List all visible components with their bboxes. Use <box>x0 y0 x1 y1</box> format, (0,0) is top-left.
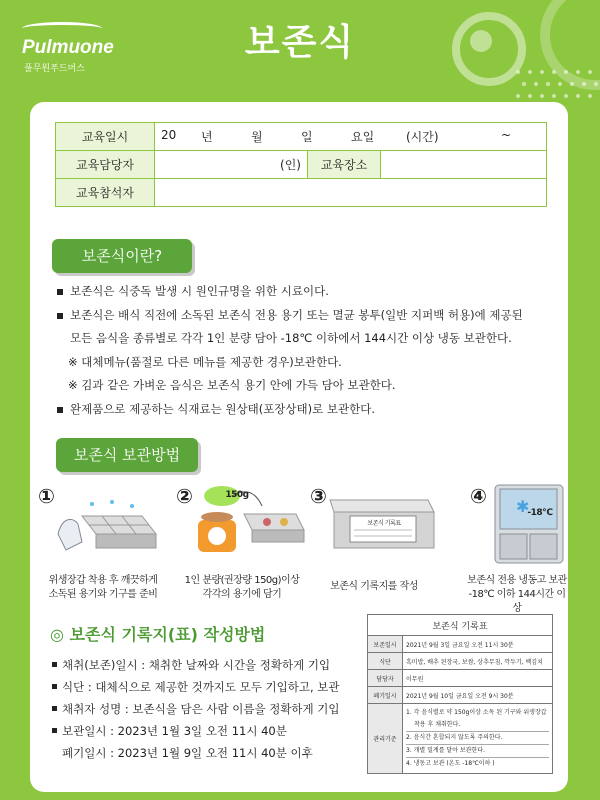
step-number: ③ <box>310 484 327 508</box>
form-row-value: 흑미밥, 배추 된장국, 보쌈, 상추무침, 깍두기, 백김치 <box>403 653 553 670</box>
criteria-item: 3. 개별 밀계를 달아 보관한다. <box>406 745 549 758</box>
form-row-value: 2021년 9월 3일 금요일 오전 11시 30분 <box>403 636 553 653</box>
list-item: 완제품으로 제공하는 식재료는 원상태(포장상태)로 보관한다. <box>56 398 556 422</box>
step-caption: 보존식 기록지를 작성 <box>330 581 418 592</box>
place-label: 교육장소 <box>308 151 381 179</box>
manager-label: 교육담당자 <box>56 151 155 179</box>
criteria-item: 착용 후 채취한다. <box>406 719 549 732</box>
storage-steps <box>38 484 567 614</box>
list-item: 보존식은 배식 직전에 소독된 보존식 전용 용기 또는 멸균 봉투(일반 지퍼백 허용)에 제공된 <box>56 304 556 328</box>
date-part: (시간) <box>406 130 439 144</box>
criteria-item: 1. 각 음식별로 약 150g이상 소독 된 기구와 위생장갑 <box>406 709 547 716</box>
list-item: 식단 : 대체식으로 제공한 것까지도 모두 기입하고, 보관 <box>52 676 367 698</box>
step-caption: -18℃ 이하 144시간 이상 <box>468 589 566 614</box>
date-part: 년 <box>201 130 213 144</box>
date-part: ~ <box>501 128 512 142</box>
note-item: ※ 대체메뉴(품절로 다른 메뉴를 제공한 경우)보관한다. <box>68 354 342 369</box>
form-title: 보존식 기록표 <box>368 615 553 636</box>
list-item: 보존식은 식중독 발생 시 원인규명을 위한 시료이다. <box>56 280 556 304</box>
date-part: 월 <box>251 130 263 144</box>
record-guide-heading: ◎ 보존식 기록지(표) 작성방법 <box>50 625 266 644</box>
date-label: 교육일시 <box>56 123 155 151</box>
sample-record-form <box>367 614 553 774</box>
step-number: ② <box>176 484 193 508</box>
step-caption: 보존식 전용 냉동고 보관 <box>467 575 567 586</box>
form-row-value: 2021년 9월 10일 금요일 오전 9시 30분 <box>403 687 553 704</box>
svg-text:✱: ✱ <box>516 497 530 516</box>
date-field[interactable] <box>155 123 547 151</box>
list-item: 채취자 성명 : 보존식을 담은 사람 이름을 정확하게 기입 <box>52 698 367 720</box>
note-item: ※ 김과 같은 가벼운 음식은 보존식 용기 안에 가득 담아 보관한다. <box>68 378 396 392</box>
step-number: ④ <box>470 484 487 508</box>
section-heading-what: 보존식이란? <box>52 239 192 273</box>
date-part: 20 <box>161 128 177 142</box>
temperature-badge: -18℃ <box>527 508 553 518</box>
page-title: 보존식 <box>244 22 356 63</box>
attendees-field[interactable] <box>155 179 547 207</box>
list-item: 채취(보존)일시 : 채취한 날짜와 시간을 정확하게 기입 <box>52 654 367 676</box>
brand-sub: 풀무원푸드머스 <box>24 64 85 74</box>
criteria-item: 4. 냉동고 보관 (온도 -18℃이하 ) <box>406 760 495 767</box>
step-4 <box>438 484 568 614</box>
form-row-label: 관리기준 <box>368 704 403 774</box>
definition-list <box>56 280 556 421</box>
step-caption: 위생장갑 착용 후 깨끗하게 <box>48 575 158 586</box>
form-row-value: 이무원 <box>403 670 553 687</box>
date-part: 일 <box>301 130 313 144</box>
form-row-label: 폐기일시 <box>368 687 403 704</box>
place-field[interactable] <box>381 151 547 179</box>
gloves-container-icon <box>52 494 162 554</box>
step-caption: 소독된 용기와 기구를 준비 <box>48 589 158 600</box>
seal-mark: (인) <box>280 158 301 172</box>
brand-name: Pulmuone <box>22 37 114 58</box>
step-caption: 1인 분량(권장량 150g)이상 <box>184 575 300 586</box>
attendees-label: 교육참석자 <box>56 179 155 207</box>
weight-badge: 150g <box>225 490 249 500</box>
list-item: 모든 음식을 종류별로 각각 1인 분량 담아 -18℃ 이하에서 144시간 이상 냉동 보관한다. <box>70 331 512 345</box>
form-row-label: 담당자 <box>368 670 403 687</box>
form-row-label: 보존일시 <box>368 636 403 653</box>
step-2 <box>176 484 308 614</box>
form-row-label: 식단 <box>368 653 403 670</box>
step-caption: 각각의 용기에 담기 <box>202 589 282 600</box>
sheet-label: 보존식 기록표 <box>367 520 401 527</box>
step-1 <box>38 484 168 614</box>
step-number: ① <box>38 484 55 508</box>
list-item: 폐기일시 : 2023년 1월 9일 오전 11시 40분 이후 <box>62 746 313 760</box>
date-part: 요일 <box>351 130 375 144</box>
manager-field[interactable] <box>155 151 308 179</box>
freezer-icon <box>494 484 564 564</box>
step-3 <box>310 484 438 614</box>
list-item: 보관일시 : 2023년 1월 3일 오전 11시 40분 <box>52 720 367 742</box>
section-heading-storage: 보존식 보관방법 <box>56 438 198 472</box>
content-card <box>30 102 568 792</box>
criteria-item: 2. 음식간 혼합되지 않도록 주의한다. <box>406 732 549 745</box>
education-info-table <box>55 122 547 207</box>
criteria-cell <box>403 704 553 774</box>
criteria-list <box>403 704 552 773</box>
record-guide-list <box>52 654 367 764</box>
